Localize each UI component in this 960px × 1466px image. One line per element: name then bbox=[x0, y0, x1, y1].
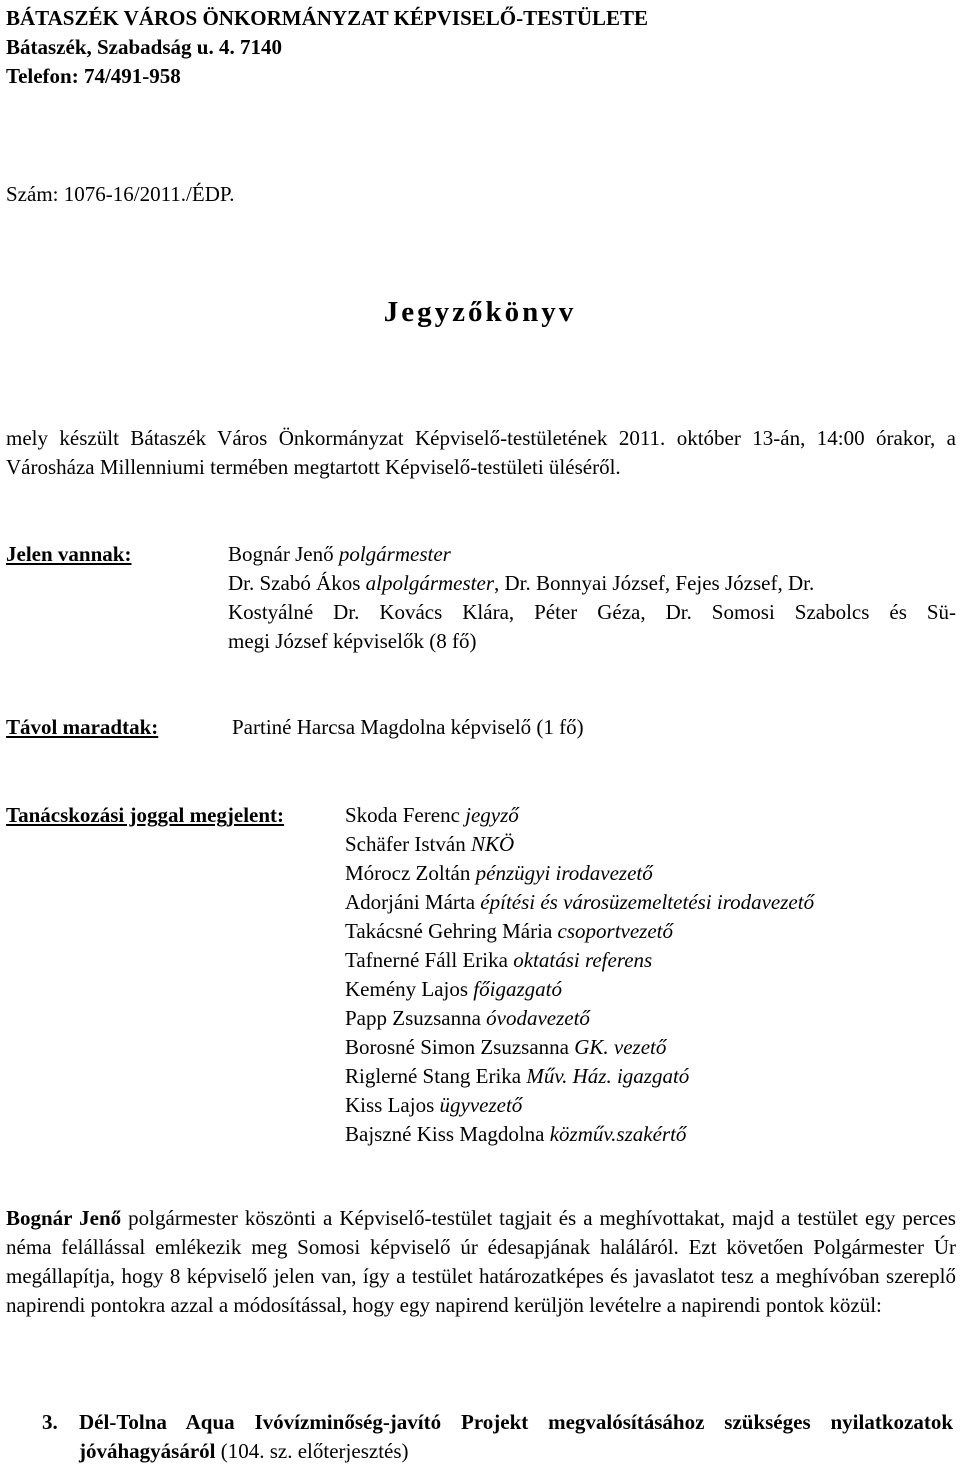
advisory-member: Mórocz Zoltán pénzügyi irodavezető bbox=[345, 861, 653, 885]
present-list bbox=[228, 540, 956, 656]
agenda-title: Dél-Tolna Aqua Ivóvízminőség-javító Projekt megvalósításához szükséges nyilatkozatok jóváhagyásáról bbox=[79, 1410, 953, 1463]
advisory-member: Borosné Simon Zsuzsanna GK. vezető bbox=[345, 1035, 667, 1059]
advisory-member: Schäfer István NKÖ bbox=[345, 832, 515, 856]
advisory-member: Takácsné Gehring Mária csoportvezető bbox=[345, 919, 674, 943]
agenda-item bbox=[79, 1408, 953, 1466]
document-title: Jegyzőkönyv bbox=[383, 296, 577, 328]
advisory-member: Adorjáni Márta építési és városüzemeltetési irodavezető bbox=[345, 890, 815, 914]
present-label: Jelen vannak: bbox=[6, 542, 132, 566]
advisory-label: Tanácskozási joggal megjelent: bbox=[6, 803, 285, 827]
advisory-member: Papp Zsuzsanna óvodavezető bbox=[345, 1006, 590, 1030]
header-line-1: BÁTASZÉK VÁROS ÖNKORMÁNYZAT KÉPVISELŐ-TESTÜLETE bbox=[6, 6, 649, 30]
absent-label: Távol maradtak: bbox=[6, 715, 159, 739]
advisory-member: Riglerné Stang Erika Műv. Ház. igazgató bbox=[345, 1064, 690, 1088]
present-line-4: megi József képviselők (8 fő) bbox=[228, 629, 477, 653]
absent-text: Partiné Harcsa Magdolna képviselő (1 fő) bbox=[232, 715, 584, 739]
advisory-list bbox=[345, 830, 814, 1149]
agenda-number: 3. bbox=[42, 1410, 58, 1434]
advisory-member: Kiss Lajos ügyvezető bbox=[345, 1093, 523, 1117]
advisory-member: Bajszné Kiss Magdolna közműv.szakértő bbox=[345, 1122, 687, 1146]
body-paragraph: Bognár Jenő polgármester köszönti a Képviselő-testület tagjait és a meghívottakat, majd a testület egy perces néma felállással emlékezik meg Somosi képviselő úr édesapjának haláláról. Ezt követően Polgármester Úr megállapítja, hogy 8 képviselő jelen van, így a testület határozatképes és javaslatot tesz a meghívóban szereplő napirendi pontokra azzal a módosítással, hogy egy napirend kerüljön levételre a napirendi pontok közül: bbox=[6, 1206, 956, 1317]
header-line-3: Telefon: 74/491-958 bbox=[6, 64, 181, 88]
speaker-name: Bognár Jenő bbox=[6, 1206, 122, 1230]
advisory-member: Tafnerné Fáll Erika oktatási referens bbox=[345, 948, 653, 972]
present-line-2: Dr. Szabó Ákos alpolgármester, Dr. Bonnyai József, Fejes József, Dr. bbox=[228, 571, 815, 595]
agenda-ref: (104. sz. előterjesztés) bbox=[215, 1439, 409, 1463]
header-line-2: Bátaszék, Szabadság u. 4. 7140 bbox=[6, 35, 282, 59]
reference-number: Szám: 1076-16/2011./ÉDP. bbox=[6, 182, 235, 206]
intro-paragraph: mely készült Bátaszék Város Önkormányzat Képviselő-testületének 2011. október 13-án, 14:00 órakor, a Városháza Millenniumi termében megtartott Képviselő-testületi üléséről. bbox=[6, 426, 956, 479]
advisory-member-0: Skoda Ferenc jegyző bbox=[345, 803, 519, 827]
present-line-1: Bognár Jenő polgármester bbox=[228, 542, 451, 566]
advisory-member: Kemény Lajos főigazgató bbox=[345, 977, 562, 1001]
present-line-3: Kostyálné Dr. Kovács Klára, Péter Géza, Dr. Somosi Szabolcs és Sü- bbox=[228, 600, 956, 624]
